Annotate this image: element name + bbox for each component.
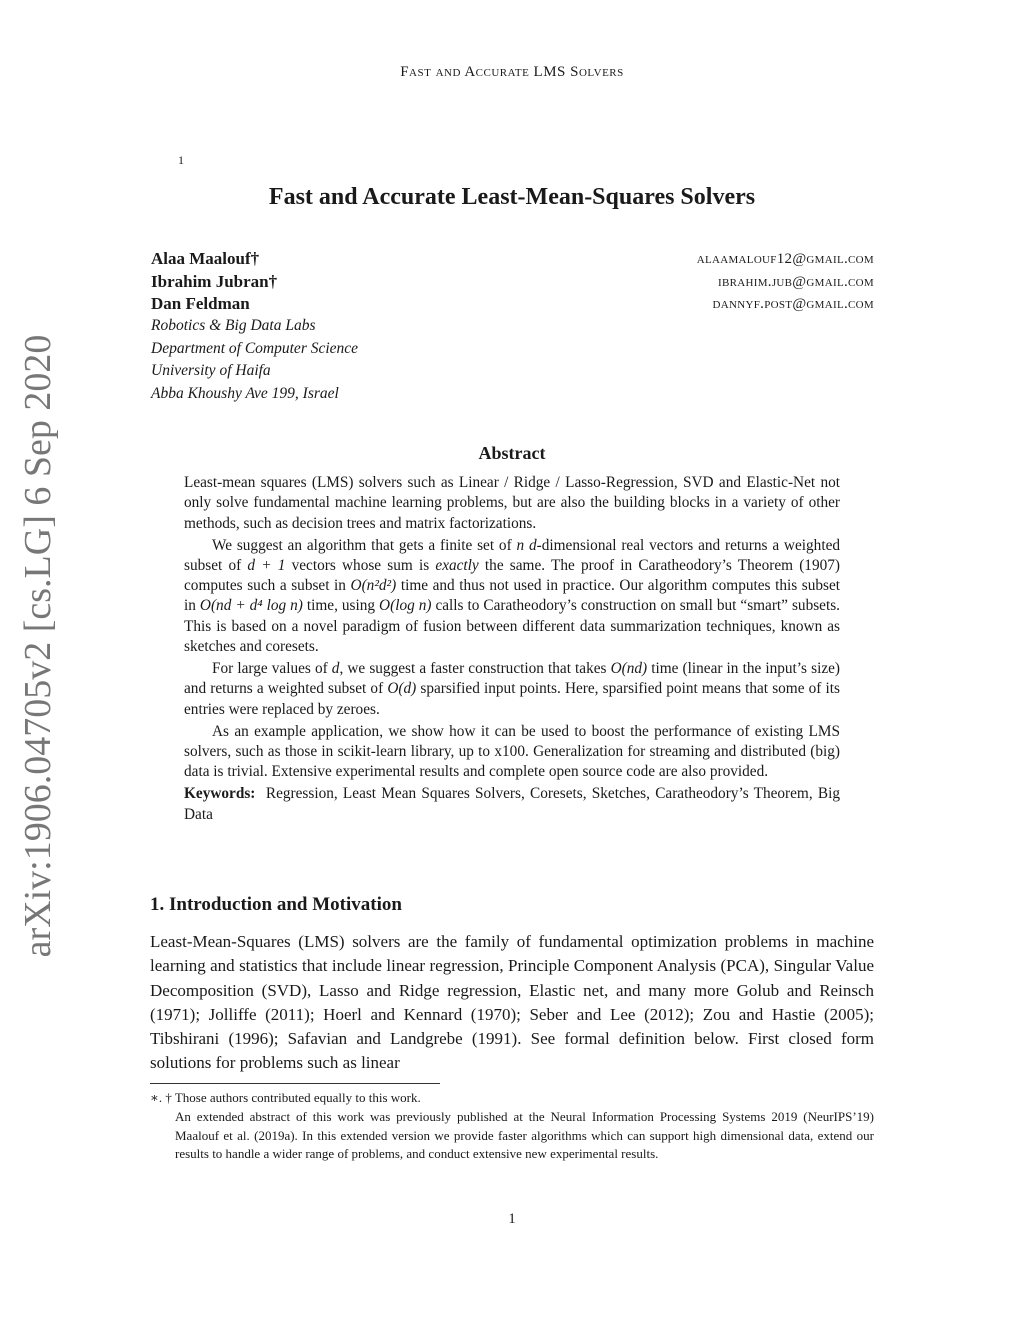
abstract-paragraph: As an example application, we show how it can be used to boost the performance of existing LMS solvers, such as those in scikit-learn library, up to x100. Generalization for streaming and distributed (big) data is trivial. Extensive experimental results and complete open source code are also provided.: [184, 722, 840, 781]
abstract-heading: Abstract: [478, 443, 546, 463]
title-footnote-marker: 1: [178, 153, 184, 167]
affiliation-department: Department of Computer Science: [151, 340, 359, 357]
author-name: Alaa Maalouf†: [151, 249, 260, 268]
author-row: [151, 294, 874, 316]
abstract-paragraph: Least-mean squares (LMS) solvers such as Linear / Ridge / Lasso-Regression, SVD and Elastic-Net not only solve fundamental machine learning problems, but are also the building blocks in a variety of other methods, such as decision trees and matrix factorizations.: [184, 474, 840, 532]
section-heading: 1. Introduction and Motivation: [150, 894, 402, 915]
author-row: [151, 249, 874, 271]
footnote: [150, 1089, 874, 1164]
affiliation-address: Abba Khoushy Ave 199, Israel: [151, 385, 339, 402]
footnote-line: ∗. † Those authors contributed equally to this work.: [150, 1090, 421, 1105]
author-name: Dan Feldman: [151, 294, 250, 313]
author-email[interactable]: alaamalouf12@gmail.com: [696, 251, 874, 267]
keywords-list: Regression, Least Mean Squares Solvers, Coresets, Sketches, Caratheodory’s Theorem, Big Data: [184, 785, 841, 823]
abstract-paragraph: For large values of d, we suggest a faster construction that takes O(nd) time (linear in the input’s size) and returns a weighted subset of O(d) sparsified input points. Here, sparsified point means that some of its entries were replaced by zeroes.: [184, 660, 840, 718]
page-number: 1: [508, 1211, 516, 1227]
author-email[interactable]: dannyf.post@gmail.com: [712, 296, 874, 312]
paper-title: Fast and Accurate Least-Mean-Squares Solvers: [268, 184, 756, 210]
author-name: Ibrahim Jubran†: [151, 272, 278, 291]
abstract-body: [184, 473, 840, 826]
affiliation-lab: Robotics & Big Data Labs: [151, 317, 316, 334]
keywords-label: Keywords:: [184, 785, 256, 803]
author-email[interactable]: ibrahim.jub@gmail.com: [718, 274, 874, 290]
arxiv-stamp-text: arXiv:1906.04705v2 [cs.LG] 6 Sep 2020: [17, 334, 59, 958]
affiliation-university: University of Haifa: [151, 362, 271, 379]
keywords: [184, 784, 840, 825]
footnote-rule: [150, 1083, 440, 1084]
running-header: Fast and Accurate LMS Solvers: [400, 64, 624, 80]
abstract-paragraph: We suggest an algorithm that gets a finite set of n d-dimensional real vectors and returns a weighted subset of d + 1 vectors whose sum is exactly the same. The proof in Caratheodory’s Theorem (1907) computes such a subset in O(n²d²) time and thus not used in practice. Our algorithm computes this subset in O(nd + d⁴ log n) time, using O(log n) calls to Caratheodory’s construction on small but “smart” subsets. This is based on a novel paradigm of fusion between different data summarization techniques, known as sketches and coresets.: [184, 536, 841, 656]
intro-paragraph: Least-Mean-Squares (LMS) solvers are the family of fundamental optimization problems in machine learning and statistics that include linear regression, Principle Component Analysis (PCA), Singular Value Decomposition (SVD), Lasso and Ridge regression, Elastic net, and many more Golub and Reinsch (1971); Jolliffe (2011); Hoerl and Kennard (1970); Seber and Lee (2012); Zou and Hastie (2005); Tibshirani (1996); Safavian and Landgrebe (1991). See formal definition below. First closed form solutions for problems such as linear: [150, 932, 874, 1073]
author-row: [151, 272, 874, 294]
footnote-line: An extended abstract of this work was previously published at the Neural Information Processing Systems 2019 (NeurIPS’19) Maalouf et al. (2019a). In this extended version we provide faster algorithms which can support high dimensional data, extend our results to handle a wider range of problems, and conduct extensive new experimental results.: [175, 1108, 874, 1162]
